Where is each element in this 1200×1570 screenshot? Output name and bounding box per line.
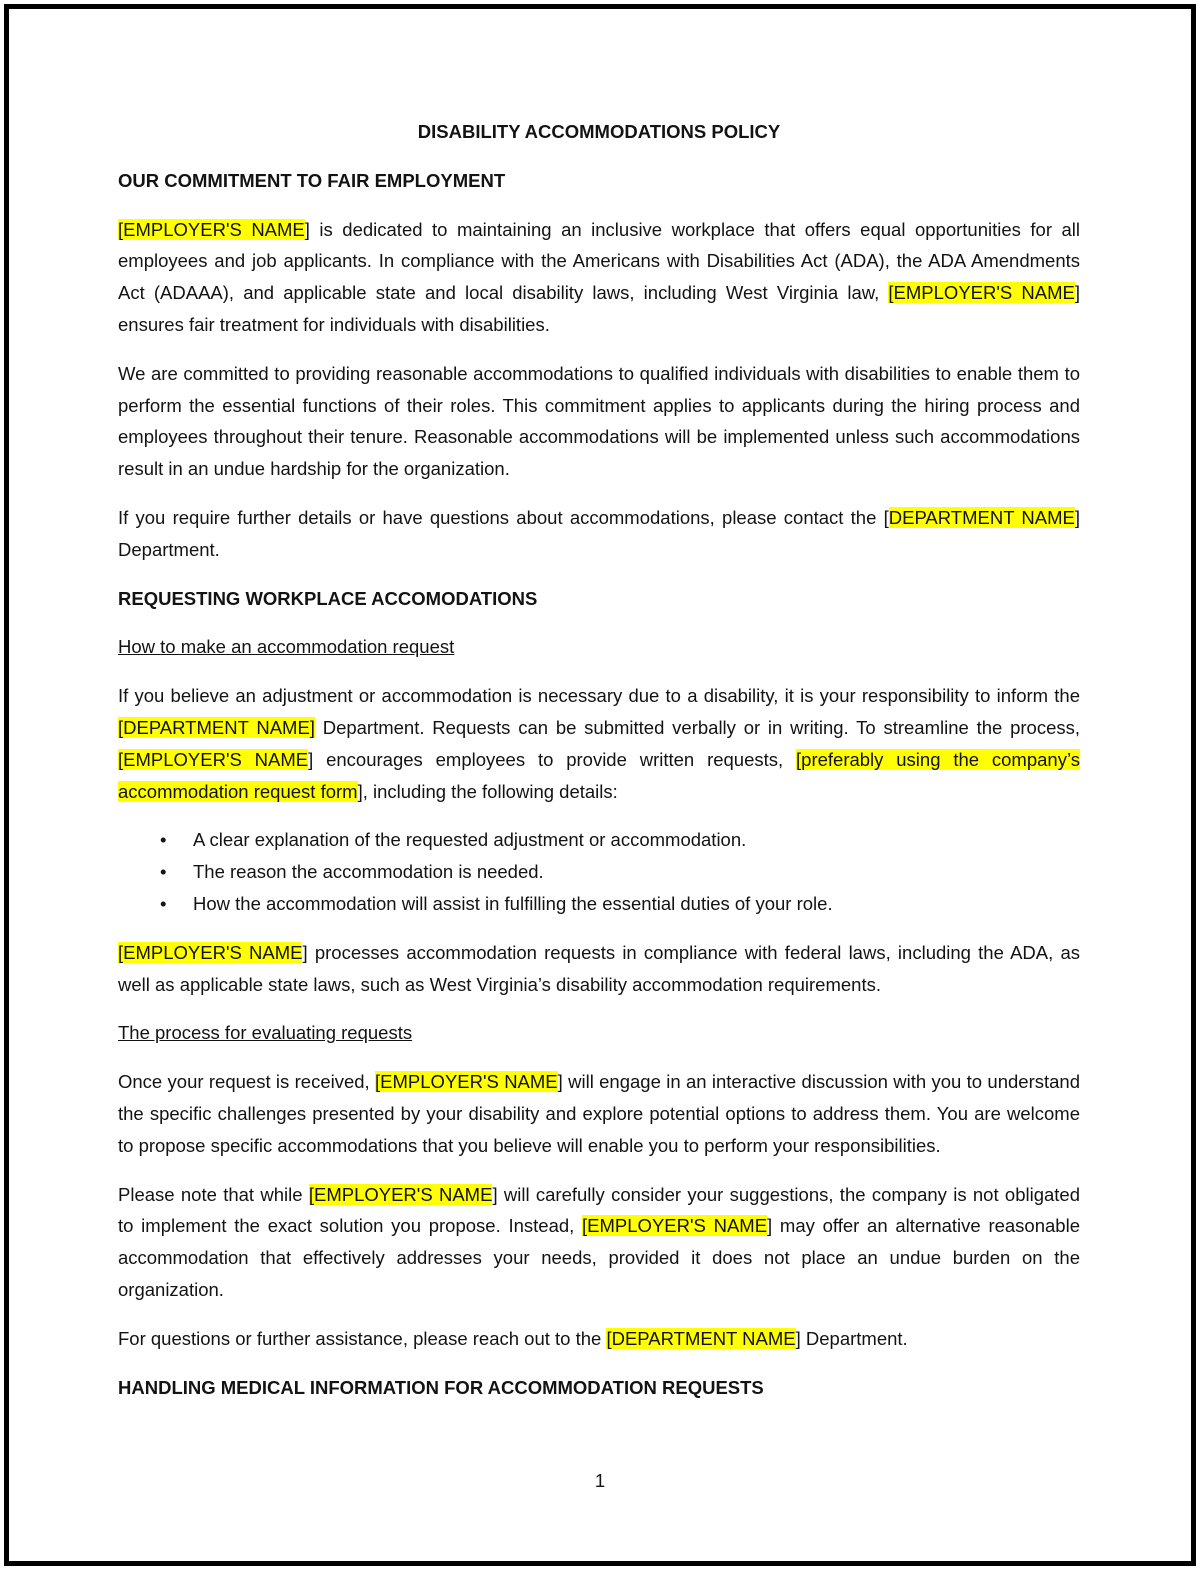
text-segment: ] processes accommodation requests in compliance with federal laws, including the ADA, as well as applicable state laws, such as West Virginia’s disability accommodation requirements.	[118, 941, 1080, 995]
bullet-marker-icon: •	[160, 829, 167, 851]
text-segment: ] Department.	[795, 1327, 908, 1349]
text-segment: ], including the following details:	[357, 780, 618, 802]
bullet-marker-icon: •	[160, 861, 167, 883]
placeholder-employer-name: [EMPLOYER'S NAME	[888, 282, 1075, 304]
placeholder-department-name: [DEPARTMENT NAME	[606, 1327, 796, 1349]
bullet-list	[118, 824, 1080, 919]
bullet-item-text: How the accommodation will assist in fulfilling the essential duties of your role.	[193, 892, 833, 914]
bullet-item-text: A clear explanation of the requested adjustment or accommodation.	[193, 829, 747, 851]
paragraph-how-to-request	[118, 680, 1080, 807]
text-segment: Once your request is received,	[118, 1071, 376, 1093]
text-segment: If you require further details or have questions about accommodations, please contact the [	[118, 506, 889, 528]
text-segment: ] Department.	[118, 506, 1080, 560]
placeholder-department-name: [DEPARTMENT NAME]	[118, 716, 315, 738]
paragraph-commitment-2	[118, 358, 1080, 485]
placeholder-employer-name: [EMPLOYER'S NAME	[118, 218, 305, 240]
document-body	[118, 116, 1080, 1420]
text-segment: ] may offer an alternative reasonable accommodation that effectively addresses your needs, provided it does not place an undue burden on the organization.	[118, 1215, 1080, 1300]
bullet-item-text: The reason the accommodation is needed.	[193, 861, 544, 883]
placeholder-employer-name: [EMPLOYER'S NAME	[375, 1071, 558, 1093]
section-heading-medical-info: HANDLING MEDICAL INFORMATION FOR ACCOMMODATION REQUESTS	[118, 1376, 764, 1398]
paragraph-commitment-1	[118, 214, 1080, 341]
placeholder-employer-name: [EMPLOYER'S NAME	[308, 1183, 493, 1205]
placeholder-employer-name: [EMPLOYER'S NAME	[118, 941, 303, 963]
section-heading-commitment: OUR COMMITMENT TO FAIR EMPLOYMENT	[118, 169, 506, 191]
page-title: DISABILITY ACCOMMODATIONS POLICY	[417, 121, 781, 142]
text-segment: Please note that while	[118, 1183, 309, 1205]
paragraph-contact-department	[118, 502, 1080, 566]
text-segment: ] is dedicated to maintaining an inclusive workplace that offers equal opportunities for all employees and job applicants. In compliance with the Americans with Disabilities Act (ADA), the ADA Amendments Act (ADAAA), and applicable state and local disability laws, including West Virginia law,	[118, 218, 1080, 304]
bullet-item	[118, 856, 1080, 888]
bullet-marker-icon: •	[160, 892, 167, 914]
subheading-how-to-request: How to make an accommodation request	[118, 636, 455, 658]
bullet-item	[118, 824, 1080, 856]
paragraph-evaluation-1	[118, 1066, 1080, 1161]
text-segment: Department. Requests can be submitted verbally or in writing. To streamline the process,	[314, 716, 1080, 738]
text-segment: We are committed to providing reasonable accommodations to qualified individuals with disabilities to enable them to perform the essential functions of their roles. This commitment applies to applicants during the hiring process and employees throughout their tenure. Reasonable accommodations will be implemented unless such accommodations result in an undue hardship for the organization.	[118, 362, 1080, 480]
subheading-evaluation-process: The process for evaluating requests	[118, 1022, 413, 1044]
page-number: 1	[594, 1470, 606, 1491]
placeholder-request-form: [preferably using the company’s accommodation request form	[118, 748, 1080, 802]
text-segment: ] will engage in an interactive discussion with you to understand the specific challenges presented by your disability and explore potential options to address them. You are welcome to propose specific accommodations that you believe will enable you to perform your responsibilities.	[118, 1071, 1080, 1156]
placeholder-employer-name: [EMPLOYER'S NAME	[118, 748, 309, 770]
section-heading-requesting: REQUESTING WORKPLACE ACCOMODATIONS	[118, 587, 538, 609]
text-segment: ] encourages employees to provide written requests,	[308, 748, 797, 770]
text-segment: If you believe an adjustment or accommodation is necessary due to a disability, it is your responsibility to inform the	[118, 685, 1080, 707]
bullet-item	[118, 888, 1080, 920]
text-segment: ] ensures fair treatment for individuals with disabilities.	[118, 282, 1080, 335]
paragraph-evaluation-2	[118, 1179, 1080, 1306]
paragraph-questions	[118, 1323, 1080, 1355]
paragraph-compliance	[118, 937, 1080, 1001]
text-segment: ] will carefully consider your suggestions, the company is not obligated to implement the exact solution you propose. Instead,	[118, 1183, 1081, 1237]
placeholder-employer-name: [EMPLOYER'S NAME	[582, 1215, 768, 1237]
text-segment: For questions or further assistance, please reach out to the	[118, 1327, 607, 1349]
placeholder-department-name: DEPARTMENT NAME	[888, 506, 1075, 528]
